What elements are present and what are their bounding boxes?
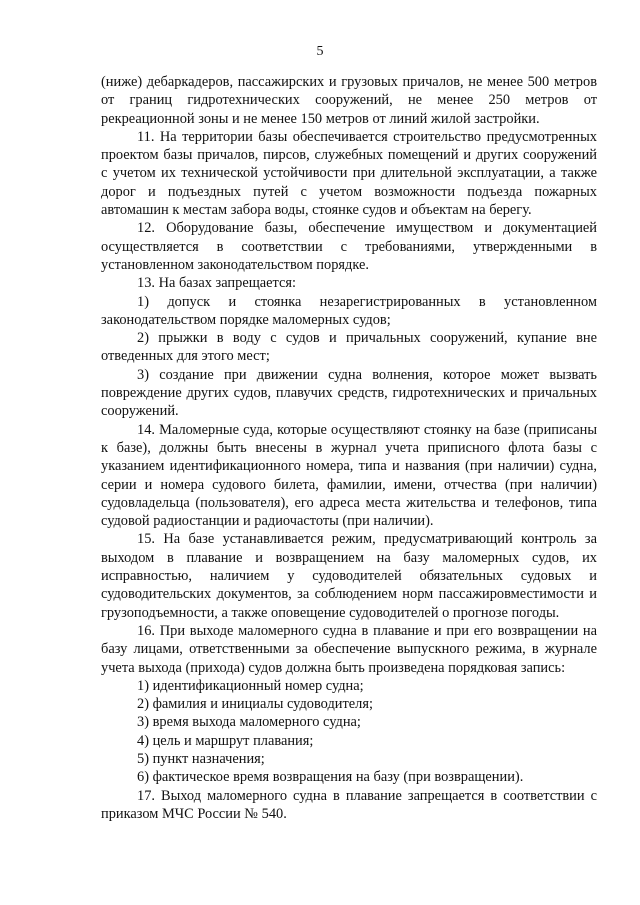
paragraph-16: 16. При выходе маломерного судна в плавание и при его возвращении на базу лицами, ответственными за обеспечение выпускного режима, в журнале учета выхода (прихода) судов должна быть произведена порядковая запись: [101, 622, 597, 676]
paragraph-13-item-2: 2) прыжки в воду с судов и причальных сооружений, купание вне отведенных для этого мест; [101, 330, 597, 365]
page-number: 5 [316, 44, 324, 59]
document-body [101, 73, 597, 823]
paragraph-17: 17. Выход маломерного судна в плавание запрещается в соответствии с приказом МЧС России № 540. [101, 787, 597, 822]
paragraph-15: 15. На базе устанавливается режим, предусматривающий контроль за выходом в плавание и возвращением на базу маломерных судов, их исправностью, наличием у судоводителей обязательных судовых и судоводительских документов, за соблюдением норм пассажировместимости и грузоподъемности, а также оповещение судоводителей о прогнозе погоды. [101, 531, 597, 621]
paragraph-16-item-4: 4) цель и маршрут плавания; [137, 732, 314, 749]
paragraph-16-item-5: 5) пункт назначения; [137, 750, 265, 767]
paragraph-12: 12. Оборудование базы, обеспечение имуществом и документацией осуществляется в соответствии с требованиями, утвержденными в установленном законодательством порядке. [101, 220, 597, 273]
paragraph-13-item-1: 1) допуск и стоянка незарегистрированных в установленном законодательством порядке маломерных судов; [101, 293, 597, 328]
paragraph-16-item-2: 2) фамилия и инициалы судоводителя; [137, 696, 373, 713]
paragraph-11: 11. На территории базы обеспечивается строительство предусмотренных проектом базы причалов, пирсов, служебных помещений и других сооружений с учетом их технической устойчивости при длительной эксплуатации, а также дорог и подъездных путей с учетом возможности подъезда пожарных автомашин к местам забора воды, стоянке судов и объектам на берегу. [101, 128, 597, 219]
paragraph-16-item-6: 6) фактическое время возвращения на базу (при возвращении). [137, 769, 524, 786]
paragraph-continuation: (ниже) дебаркадеров, пассажирских и грузовых причалов, не менее 500 метров от границ гидротехнических сооружений, не менее 250 метров от рекреационной зоны и не менее 150 метров от линий жилой застройки. [101, 74, 597, 127]
paragraph-16-item-3: 3) время выхода маломерного судна; [137, 714, 361, 731]
paragraph-16-item-1: 1) идентификационный номер судна; [137, 677, 364, 694]
paragraph-13: 13. На базах запрещается: [137, 275, 297, 292]
paragraph-14: 14. Маломерные суда, которые осуществляют стоянку на базе (приписаны к базе), должны быть внесены в журнал учета приписного флота базы с указанием идентификационного номера, типа и названия (при наличии) судна, серии и номера судового билета, фамилии, имени, отчества (при наличии) судовладельца (пользователя), его адреса места жительства и телефонов, типа судовой радиостанции и радиочастоты (при наличии). [101, 421, 597, 530]
paragraph-13-item-3: 3) создание при движении судна волнения, которое может вызвать повреждение других судов, плавучих средств, гидротехнических и причальных сооружений. [101, 366, 597, 420]
